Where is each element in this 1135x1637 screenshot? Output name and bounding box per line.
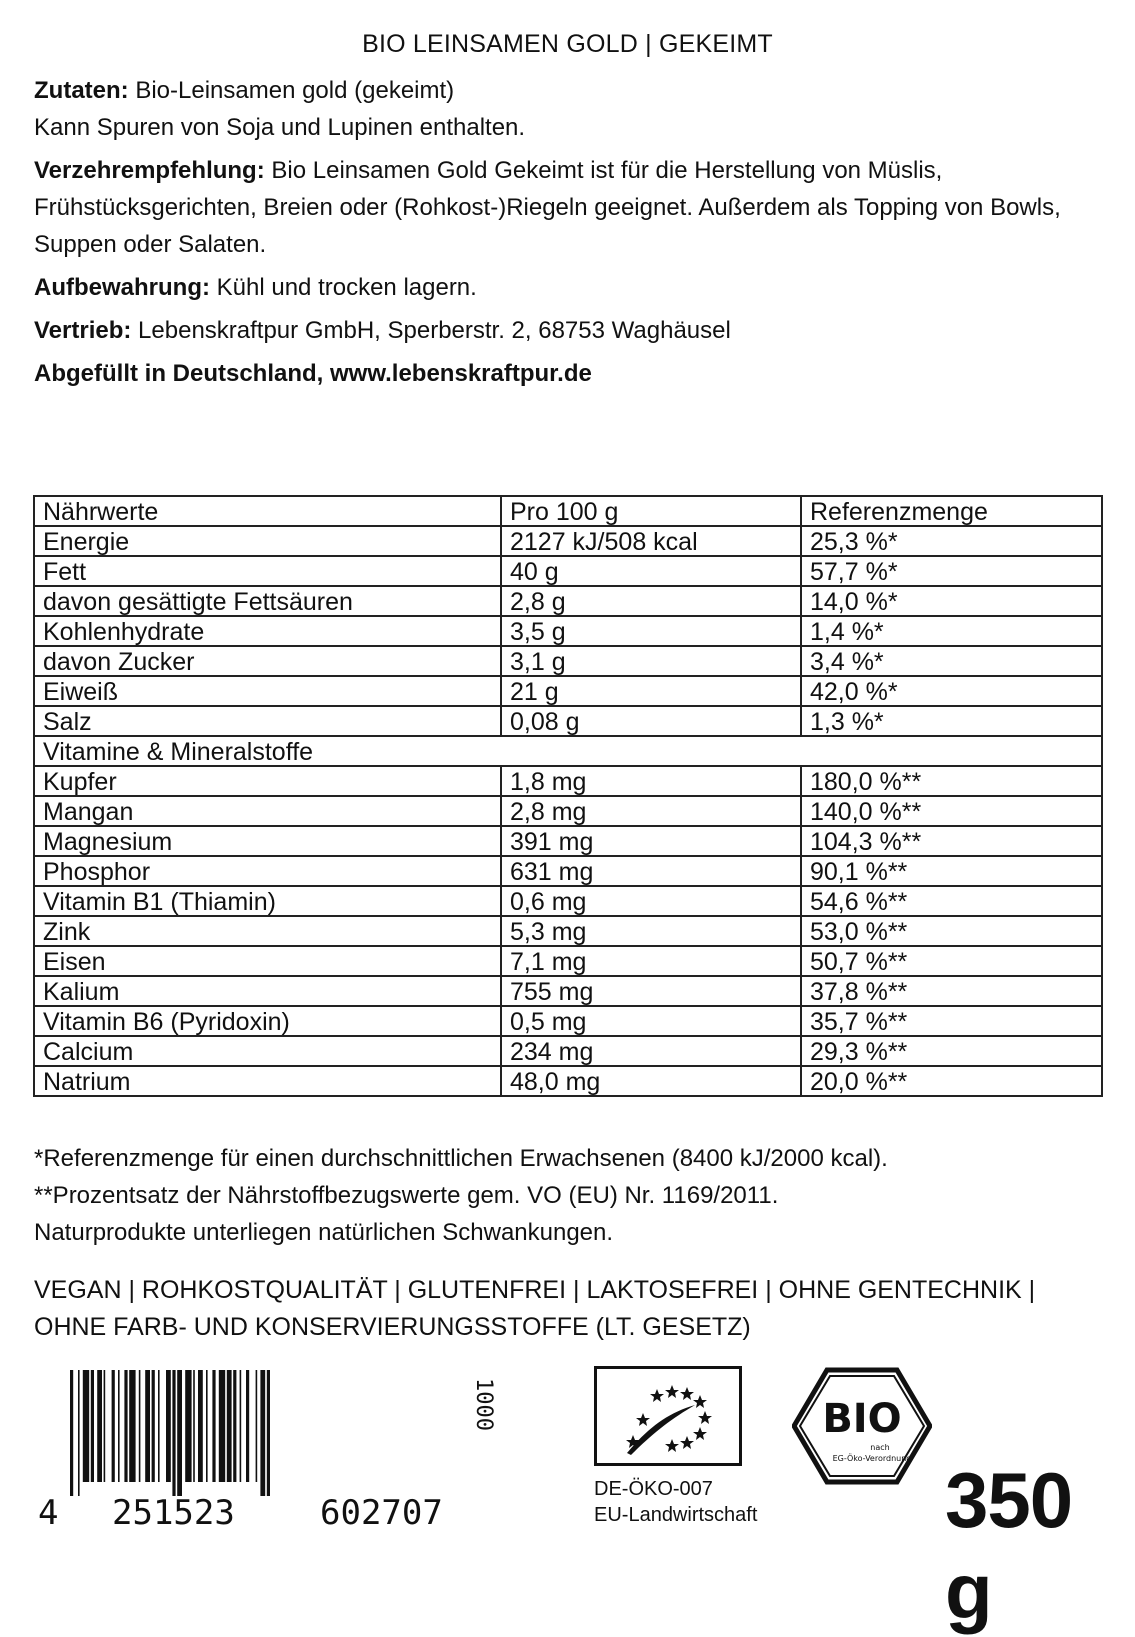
table-cell: 631 mg — [501, 856, 801, 886]
table-row — [34, 526, 1102, 556]
table-cell: 104,3 %** — [801, 826, 1102, 856]
bio-seal-line2: EG-Öko-Verordnung — [832, 1454, 912, 1463]
bio-seal-line1: nach — [870, 1443, 890, 1452]
table-row — [34, 796, 1102, 826]
table-cell: Kupfer — [34, 766, 501, 796]
table-cell: davon gesättigte Fettsäuren — [34, 586, 501, 616]
table-cell: Vitamin B1 (Thiamin) — [34, 886, 501, 916]
traces-text: Kann Spuren von Soja und Lupinen enthalten. — [34, 114, 526, 141]
table-row — [34, 916, 1102, 946]
table-cell: Eiweiß — [34, 676, 501, 706]
table-cell: Energie — [34, 526, 501, 556]
table-section-row — [34, 736, 1102, 766]
table-row — [34, 706, 1102, 736]
table-cell: 140,0 %** — [801, 796, 1102, 826]
table-row — [34, 766, 1102, 796]
table-cell: Fett — [34, 556, 501, 586]
ingredients-label: Zutaten: — [34, 77, 129, 104]
eu-origin-text: EU-Landwirtschaft — [594, 1504, 758, 1526]
eu-organic-leaf-icon — [594, 1366, 742, 1466]
table-cell: 14,0 %* — [801, 586, 1102, 616]
table-cell: 25,3 %* — [801, 526, 1102, 556]
table-cell: 1,3 %* — [801, 706, 1102, 736]
distribution-text: Lebenskraftpur GmbH, Sperberstr. 2, 68753 Waghäusel — [138, 317, 731, 344]
table-row — [34, 856, 1102, 886]
table-row — [34, 616, 1102, 646]
table-header-row — [34, 496, 1102, 526]
table-cell: 2,8 mg — [501, 796, 801, 826]
table-cell: 234 mg — [501, 1036, 801, 1066]
table-row — [34, 1066, 1102, 1096]
bio-hexagon-seal-icon — [792, 1366, 932, 1486]
table-section-title: Vitamine & Mineralstoffe — [34, 736, 1102, 766]
table-row — [34, 1036, 1102, 1066]
table-cell: 54,6 %** — [801, 886, 1102, 916]
table-cell: 0,08 g — [501, 706, 801, 736]
table-cell: 37,8 %** — [801, 976, 1102, 1006]
table-cell: 20,0 %** — [801, 1066, 1102, 1096]
table-cell: 40 g — [501, 556, 801, 586]
table-row — [34, 886, 1102, 916]
table-row — [34, 946, 1102, 976]
table-cell: 50,7 %** — [801, 946, 1102, 976]
distribution-label: Vertrieb: — [34, 317, 132, 344]
recommendation-text: Bio Leinsamen Gold Gekeimt ist für die Herstellung von Müslis, Frühstücksgerichten, Breien oder (Rohkost-)Riegeln geeignet. Außerdem als Topping von Bowls, Suppen oder Salaten. — [34, 157, 1061, 258]
table-cell: 1,4 %* — [801, 616, 1102, 646]
ingredients-text: Bio-Leinsamen gold (gekeimt) — [135, 77, 455, 104]
table-cell: Mangan — [34, 796, 501, 826]
table-cell: 1,8 mg — [501, 766, 801, 796]
footnotes — [34, 1140, 1104, 1251]
table-cell: Eisen — [34, 946, 501, 976]
product-title: BIO LEINSAMEN GOLD | GEKEIMT — [362, 30, 773, 58]
table-cell: 3,1 g — [501, 646, 801, 676]
table-row — [34, 556, 1102, 586]
table-cell: 180,0 %** — [801, 766, 1102, 796]
product-claims: VEGAN | ROHKOSTQUALITÄT | GLUTENFREI | LAKTOSEFREI | OHNE GENTECHNIK | OHNE FARB- UND KONSERVIERUNGSSTOFFE (LT. GESETZ) — [34, 1276, 1036, 1341]
filled-in-text: Abgefüllt in Deutschland, www.lebenskraftpur.de — [34, 360, 592, 387]
product-info — [34, 72, 1104, 398]
table-cell: Salz — [34, 706, 501, 736]
table-cell: Zink — [34, 916, 501, 946]
table-cell: Phosphor — [34, 856, 501, 886]
table-row — [34, 976, 1102, 1006]
table-cell: 3,4 %* — [801, 646, 1102, 676]
table-cell: 90,1 %** — [801, 856, 1102, 886]
barcode-digit-first: 4 — [38, 1493, 59, 1533]
barcode-side-code: 1000 — [471, 1378, 496, 1431]
table-cell: 7,1 mg — [501, 946, 801, 976]
footnote-natural: Naturprodukte unterliegen natürlichen Schwankungen. — [34, 1219, 614, 1246]
recommendation-label: Verzehrempfehlung: — [34, 157, 265, 184]
nutrition-table — [33, 495, 1103, 1097]
eu-organic-code — [594, 1476, 757, 1528]
table-cell: Nährwerte — [34, 496, 501, 526]
table-row — [34, 1006, 1102, 1036]
table-cell: Calcium — [34, 1036, 501, 1066]
table-row — [34, 646, 1102, 676]
net-weight: 350 g — [945, 1456, 1073, 1635]
table-row — [34, 586, 1102, 616]
table-cell: Magnesium — [34, 826, 501, 856]
table-cell: Natrium — [34, 1066, 501, 1096]
bio-seal-word: BIO — [822, 1396, 902, 1442]
ingredients-line — [34, 72, 1104, 146]
table-cell: Kohlenhydrate — [34, 616, 501, 646]
recommendation-line — [34, 152, 1104, 263]
barcode-group-right: 602707 — [320, 1493, 443, 1533]
filled-in-line — [34, 355, 1104, 392]
footnote-reference: *Referenzmenge für einen durchschnittlichen Erwachsenen (8400 kJ/2000 kcal). — [34, 1145, 888, 1172]
table-cell: 42,0 %* — [801, 676, 1102, 706]
table-cell: 2,8 g — [501, 586, 801, 616]
storage-label: Aufbewahrung: — [34, 274, 210, 301]
footnote-nutrient: **Prozentsatz der Nährstoffbezugswerte gem. VO (EU) Nr. 1169/2011. — [34, 1182, 779, 1209]
storage-line — [34, 269, 1104, 306]
table-cell: 5,3 mg — [501, 916, 801, 946]
barcode-group-left: 251523 — [112, 1493, 235, 1533]
table-cell: 35,7 %** — [801, 1006, 1102, 1036]
table-cell: 755 mg — [501, 976, 801, 1006]
table-cell: 21 g — [501, 676, 801, 706]
table-cell: 57,7 %* — [801, 556, 1102, 586]
table-cell: 0,6 mg — [501, 886, 801, 916]
table-cell: davon Zucker — [34, 646, 501, 676]
table-cell: 2127 kJ/508 kcal — [501, 526, 801, 556]
storage-text: Kühl und trocken lagern. — [216, 274, 477, 301]
table-cell: Kalium — [34, 976, 501, 1006]
table-row — [34, 676, 1102, 706]
distribution-line — [34, 312, 1104, 349]
table-row — [34, 826, 1102, 856]
eu-control-code: DE-ÖKO-007 — [594, 1478, 713, 1500]
table-cell: Pro 100 g — [501, 496, 801, 526]
table-cell: 3,5 g — [501, 616, 801, 646]
table-cell: Vitamin B6 (Pyridoxin) — [34, 1006, 501, 1036]
table-cell: 29,3 %** — [801, 1036, 1102, 1066]
table-cell: 391 mg — [501, 826, 801, 856]
table-cell: 0,5 mg — [501, 1006, 801, 1036]
table-cell: Referenzmenge — [801, 496, 1102, 526]
table-cell: 53,0 %** — [801, 916, 1102, 946]
table-cell: 48,0 mg — [501, 1066, 801, 1096]
